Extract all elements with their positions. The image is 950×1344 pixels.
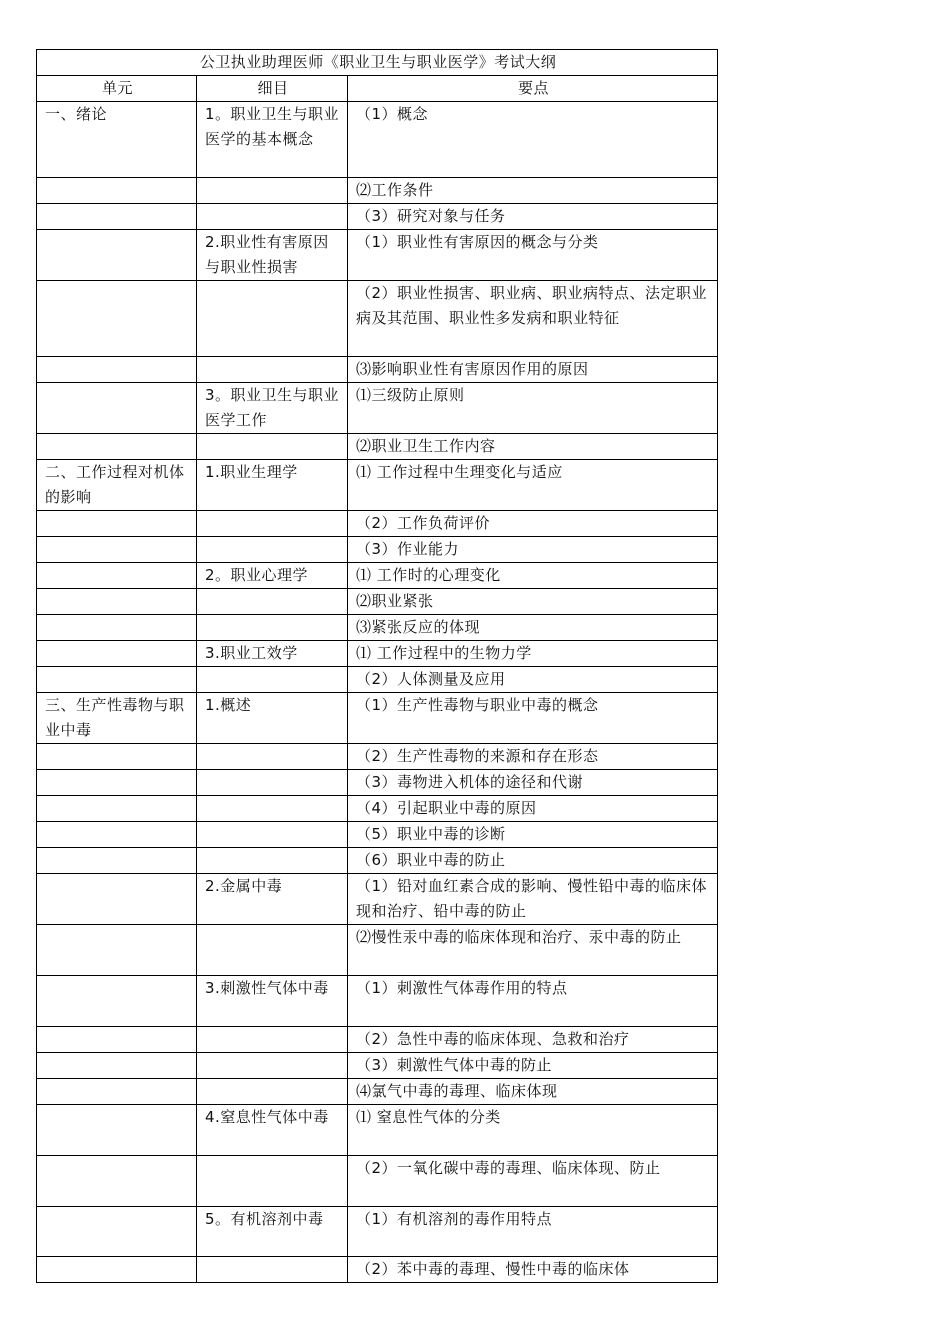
item-cell (197, 204, 348, 230)
table-row (37, 615, 718, 641)
item-cell (197, 848, 348, 874)
table-row (37, 281, 718, 357)
unit-cell (37, 178, 197, 204)
point-cell: ⑷氯气中毒的毒理、临床体现 (348, 1079, 718, 1105)
unit-cell (37, 511, 197, 537)
point-cell: （2）一氧化碳中毒的毒理、临床体现、防止 (348, 1156, 718, 1207)
unit-cell (37, 383, 197, 434)
unit-cell (37, 976, 197, 1027)
table-row (37, 589, 718, 615)
document-title: 公卫执业助理医师《职业卫生与职业医学》考试大纲 (37, 50, 718, 76)
table-row (37, 434, 718, 460)
table-row (37, 1207, 718, 1257)
unit-cell (37, 1105, 197, 1156)
table-row (37, 1156, 718, 1207)
point-cell: （1）刺激性气体毒作用的特点 (348, 976, 718, 1027)
item-cell: 1.概述 (197, 693, 348, 744)
unit-cell (37, 281, 197, 357)
point-cell: ⑵慢性汞中毒的临床体现和治疗、汞中毒的防止 (348, 925, 718, 976)
table-row (37, 770, 718, 796)
unit-cell (37, 615, 197, 641)
table-row (37, 102, 718, 178)
point-cell: （2）工作负荷评价 (348, 511, 718, 537)
header-unit: 单元 (37, 76, 197, 102)
item-cell (197, 615, 348, 641)
unit-cell: 二、工作过程对机体的影响 (37, 460, 197, 511)
unit-cell (37, 1207, 197, 1257)
point-cell: ⑵工作条件 (348, 178, 718, 204)
table-row (37, 1079, 718, 1105)
point-cell: ⑴三级防止原则 (348, 383, 718, 434)
item-cell (197, 1079, 348, 1105)
point-cell: （3）研究对象与任务 (348, 204, 718, 230)
point-cell: ⑴ 工作时的心理变化 (348, 563, 718, 589)
item-cell: 1。职业卫生与职业医学的基本概念 (197, 102, 348, 178)
item-cell (197, 537, 348, 563)
item-cell (197, 667, 348, 693)
point-cell: （1）概念 (348, 102, 718, 178)
item-cell (197, 178, 348, 204)
item-cell: 2。职业心理学 (197, 563, 348, 589)
point-cell: （2）人体测量及应用 (348, 667, 718, 693)
item-cell (197, 1257, 348, 1283)
table-row (37, 204, 718, 230)
item-cell: 1.职业生理学 (197, 460, 348, 511)
item-cell: 3.职业工效学 (197, 641, 348, 667)
point-cell: （3）毒物进入机体的途径和代谢 (348, 770, 718, 796)
item-cell (197, 744, 348, 770)
unit-cell (37, 796, 197, 822)
table-row (37, 1257, 718, 1283)
table-row (37, 537, 718, 563)
table-row (37, 460, 718, 511)
point-cell: ⑵职业紧张 (348, 589, 718, 615)
point-cell: ⑴ 工作过程中的生物力学 (348, 641, 718, 667)
table-row (37, 822, 718, 848)
table-row (37, 178, 718, 204)
point-cell: ⑶影响职业性有害原因作用的原因 (348, 357, 718, 383)
title-row (37, 50, 718, 76)
point-cell: （5）职业中毒的诊断 (348, 822, 718, 848)
point-cell: ⑵职业卫生工作内容 (348, 434, 718, 460)
unit-cell (37, 822, 197, 848)
unit-cell (37, 1053, 197, 1079)
point-cell: （3）作业能力 (348, 537, 718, 563)
unit-cell (37, 770, 197, 796)
table-row (37, 925, 718, 976)
table-row (37, 511, 718, 537)
point-cell: （1）有机溶剂的毒作用特点 (348, 1207, 718, 1257)
table-row (37, 796, 718, 822)
unit-cell (37, 848, 197, 874)
unit-cell (37, 1156, 197, 1207)
table-row (37, 230, 718, 281)
table-row (37, 976, 718, 1027)
table-row (37, 848, 718, 874)
header-row (37, 76, 718, 102)
unit-cell (37, 1027, 197, 1053)
table-row (37, 693, 718, 744)
item-cell (197, 1156, 348, 1207)
unit-cell (37, 1079, 197, 1105)
item-cell: 2.职业性有害原因与职业性损害 (197, 230, 348, 281)
item-cell (197, 822, 348, 848)
table-row (37, 563, 718, 589)
unit-cell (37, 230, 197, 281)
table-body (37, 102, 718, 1283)
point-cell: （2）职业性损害、职业病、职业病特点、法定职业病及其范围、职业性多发病和职业特征 (348, 281, 718, 357)
point-cell: ⑴ 窒息性气体的分类 (348, 1105, 718, 1156)
unit-cell (37, 563, 197, 589)
point-cell: （2）苯中毒的毒理、慢性中毒的临床体 (348, 1257, 718, 1283)
unit-cell (37, 589, 197, 615)
unit-cell (37, 874, 197, 925)
unit-cell (37, 667, 197, 693)
table-row (37, 383, 718, 434)
unit-cell (37, 1257, 197, 1283)
item-cell: 3。职业卫生与职业医学工作 (197, 383, 348, 434)
point-cell: （1）铅对血红素合成的影响、慢性铅中毒的临床体现和治疗、铅中毒的防止 (348, 874, 718, 925)
item-cell: 4.窒息性气体中毒 (197, 1105, 348, 1156)
item-cell (197, 1027, 348, 1053)
item-cell: 3.刺激性气体中毒 (197, 976, 348, 1027)
point-cell: （2）生产性毒物的来源和存在形态 (348, 744, 718, 770)
point-cell: （1）职业性有害原因的概念与分类 (348, 230, 718, 281)
unit-cell (37, 641, 197, 667)
header-item: 细目 (197, 76, 348, 102)
unit-cell (37, 357, 197, 383)
item-cell (197, 511, 348, 537)
point-cell: （6）职业中毒的防止 (348, 848, 718, 874)
item-cell (197, 357, 348, 383)
unit-cell (37, 744, 197, 770)
item-cell: 2.金属中毒 (197, 874, 348, 925)
item-cell (197, 796, 348, 822)
unit-cell (37, 204, 197, 230)
table-row (37, 667, 718, 693)
syllabus-table (36, 49, 718, 1283)
item-cell (197, 770, 348, 796)
table-row (37, 744, 718, 770)
unit-cell (37, 925, 197, 976)
table-row (37, 357, 718, 383)
table-row (37, 1105, 718, 1156)
table-row (37, 1027, 718, 1053)
point-cell: （3）刺激性气体中毒的防止 (348, 1053, 718, 1079)
item-cell (197, 281, 348, 357)
unit-cell (37, 537, 197, 563)
item-cell: 5。有机溶剂中毒 (197, 1207, 348, 1257)
point-cell: ⑴ 工作过程中生理变化与适应 (348, 460, 718, 511)
item-cell (197, 434, 348, 460)
item-cell (197, 1053, 348, 1079)
item-cell (197, 925, 348, 976)
point-cell: （2）急性中毒的临床体现、急救和治疗 (348, 1027, 718, 1053)
unit-cell (37, 434, 197, 460)
unit-cell: 一、绪论 (37, 102, 197, 178)
point-cell: （4）引起职业中毒的原因 (348, 796, 718, 822)
item-cell (197, 589, 348, 615)
table-row (37, 874, 718, 925)
table-row (37, 1053, 718, 1079)
unit-cell: 三、生产性毒物与职业中毒 (37, 693, 197, 744)
point-cell: ⑶紧张反应的体现 (348, 615, 718, 641)
point-cell: （1）生产性毒物与职业中毒的概念 (348, 693, 718, 744)
table-row (37, 641, 718, 667)
header-point: 要点 (348, 76, 718, 102)
